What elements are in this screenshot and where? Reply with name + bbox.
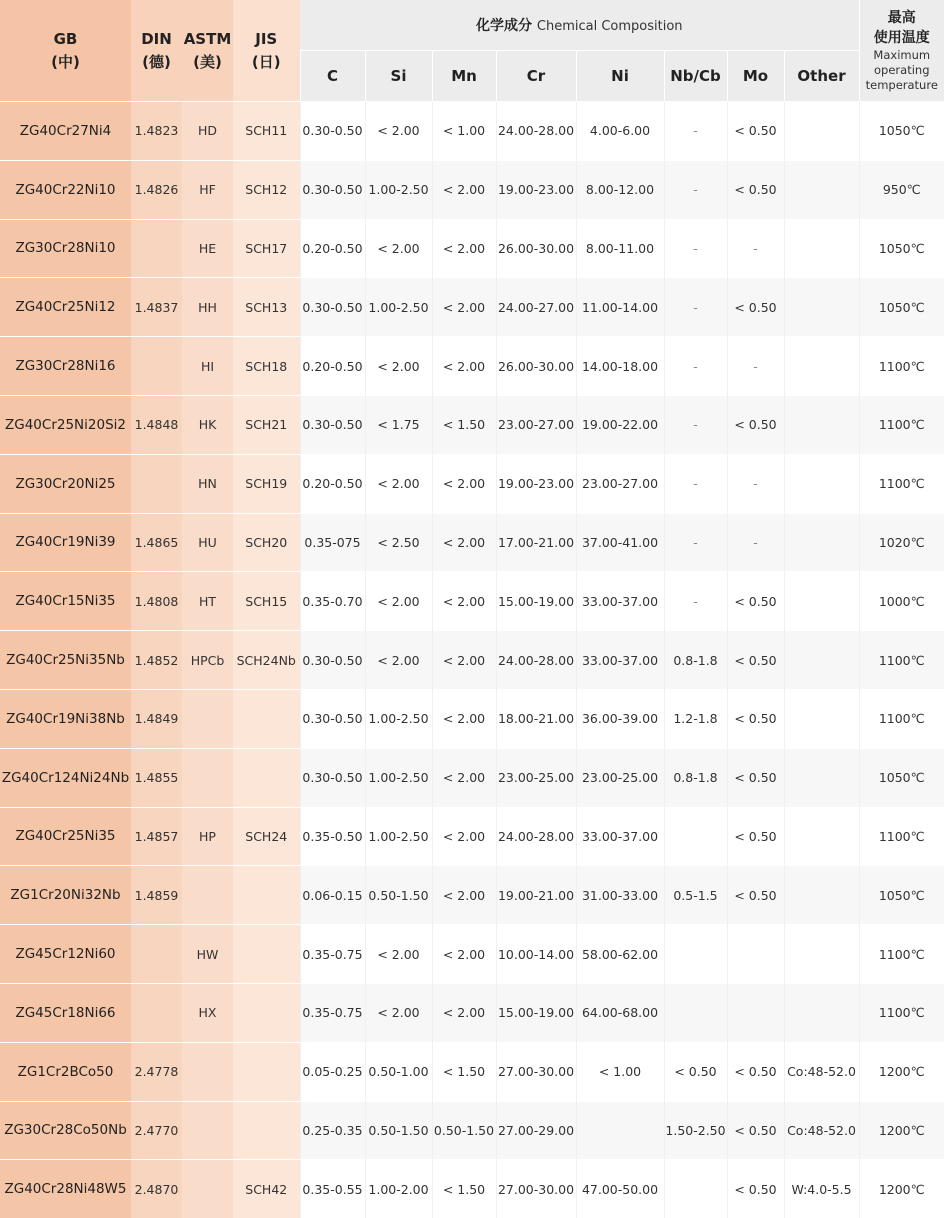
- cell-mo: < 0.50: [727, 631, 784, 690]
- cell-jis: [233, 866, 300, 925]
- cell-temp: 1200℃: [859, 1042, 944, 1101]
- cell-c: 0.30-0.50: [300, 278, 365, 337]
- cell-mo: -: [727, 454, 784, 513]
- cell-ni: 19.00-22.00: [576, 395, 664, 454]
- table-row: [0, 513, 944, 572]
- cell-si: 1.00-2.50: [365, 160, 432, 219]
- cell-gb: ZG40Cr28Ni48W5: [0, 1160, 131, 1218]
- cell-cr: 26.00-30.00: [496, 337, 576, 396]
- cell-ni: 47.00-50.00: [576, 1160, 664, 1218]
- header-element-mn: Mn: [432, 51, 496, 102]
- cell-jis: [233, 1101, 300, 1160]
- cell-c: 0.35-0.75: [300, 925, 365, 984]
- cell-jis: [233, 983, 300, 1042]
- table-row: [0, 337, 944, 396]
- cell-mn: < 2.00: [432, 278, 496, 337]
- cell-jis: [233, 1042, 300, 1101]
- cell-cr: 10.00-14.00: [496, 925, 576, 984]
- cell-ni: < 1.00: [576, 1042, 664, 1101]
- cell-jis: SCH21: [233, 395, 300, 454]
- cell-astm: HU: [182, 513, 233, 572]
- cell-jis: SCH17: [233, 219, 300, 278]
- cell-ni: 37.00-41.00: [576, 513, 664, 572]
- table-row: [0, 748, 944, 807]
- cell-gb: ZG45Cr18Ni66: [0, 983, 131, 1042]
- cell-mn: < 2.00: [432, 337, 496, 396]
- cell-ni: 8.00-12.00: [576, 160, 664, 219]
- cell-cr: 24.00-27.00: [496, 278, 576, 337]
- cell-ni: 31.00-33.00: [576, 866, 664, 925]
- cell-gb: ZG1Cr20Ni32Nb: [0, 866, 131, 925]
- cell-gb: ZG30Cr28Co50Nb: [0, 1101, 131, 1160]
- cell-si: < 2.00: [365, 925, 432, 984]
- cell-mn: < 1.50: [432, 1042, 496, 1101]
- cell-c: 0.25-0.35: [300, 1101, 365, 1160]
- cell-si: < 2.00: [365, 102, 432, 161]
- cell-jis: SCH24Nb: [233, 631, 300, 690]
- header-gb: [0, 0, 131, 102]
- cell-nb: 0.8-1.8: [664, 631, 727, 690]
- cell-nb: -: [664, 395, 727, 454]
- header-element-c: C: [300, 51, 365, 102]
- cell-din: 1.4852: [131, 631, 182, 690]
- cell-si: 1.00-2.50: [365, 807, 432, 866]
- cell-ni: 8.00-11.00: [576, 219, 664, 278]
- cell-temp: 1100℃: [859, 395, 944, 454]
- header-element-ni: Ni: [576, 51, 664, 102]
- cell-nb: -: [664, 102, 727, 161]
- cell-mo: < 0.50: [727, 278, 784, 337]
- cell-mn: < 2.00: [432, 513, 496, 572]
- cell-other: [784, 102, 859, 161]
- cell-mo: [727, 983, 784, 1042]
- cell-cr: 19.00-23.00: [496, 454, 576, 513]
- cell-din: 1.4837: [131, 278, 182, 337]
- cell-mo: < 0.50: [727, 807, 784, 866]
- cell-din: [131, 337, 182, 396]
- cell-ni: 33.00-37.00: [576, 572, 664, 631]
- cell-jis: SCH12: [233, 160, 300, 219]
- cell-gb: ZG40Cr25Ni20Si2: [0, 395, 131, 454]
- table-row: [0, 219, 944, 278]
- cell-temp: 1100℃: [859, 983, 944, 1042]
- cell-nb: -: [664, 337, 727, 396]
- cell-jis: SCH42: [233, 1160, 300, 1218]
- cell-astm: HK: [182, 395, 233, 454]
- header-gb-label: GB: [0, 28, 131, 51]
- cell-cr: 17.00-21.00: [496, 513, 576, 572]
- cell-gb: ZG30Cr28Ni10: [0, 219, 131, 278]
- cell-nb: < 0.50: [664, 1042, 727, 1101]
- cell-c: 0.30-0.50: [300, 395, 365, 454]
- table-row: [0, 1042, 944, 1101]
- cell-si: 0.50-1.50: [365, 866, 432, 925]
- cell-jis: [233, 689, 300, 748]
- cell-temp: 1100℃: [859, 925, 944, 984]
- cell-c: 0.20-0.50: [300, 337, 365, 396]
- table-row: [0, 572, 944, 631]
- cell-temp: 1050℃: [859, 748, 944, 807]
- cell-ni: 4.00-6.00: [576, 102, 664, 161]
- cell-mn: < 2.00: [432, 631, 496, 690]
- table-row: [0, 1160, 944, 1218]
- cell-astm: HD: [182, 102, 233, 161]
- cell-ni: 33.00-37.00: [576, 631, 664, 690]
- cell-nb: -: [664, 513, 727, 572]
- cell-jis: [233, 925, 300, 984]
- cell-ni: 36.00-39.00: [576, 689, 664, 748]
- cell-other: [784, 866, 859, 925]
- cell-din: 2.4770: [131, 1101, 182, 1160]
- cell-cr: 27.00-30.00: [496, 1042, 576, 1101]
- header-din-sub: (德): [131, 51, 182, 74]
- cell-jis: [233, 748, 300, 807]
- header-chem-cn: 化学成分: [476, 18, 532, 34]
- cell-cr: 18.00-21.00: [496, 689, 576, 748]
- cell-c: 0.35-0.55: [300, 1160, 365, 1218]
- cell-cr: 15.00-19.00: [496, 983, 576, 1042]
- table-row: [0, 102, 944, 161]
- cell-nb: -: [664, 454, 727, 513]
- cell-temp: 1100℃: [859, 689, 944, 748]
- cell-cr: 19.00-21.00: [496, 866, 576, 925]
- table-row: [0, 689, 944, 748]
- cell-nb: -: [664, 278, 727, 337]
- cell-mn: < 1.00: [432, 102, 496, 161]
- cell-cr: 23.00-27.00: [496, 395, 576, 454]
- cell-cr: 24.00-28.00: [496, 807, 576, 866]
- cell-gb: ZG40Cr19Ni38Nb: [0, 689, 131, 748]
- cell-gb: ZG40Cr25Ni35: [0, 807, 131, 866]
- cell-mo: < 0.50: [727, 572, 784, 631]
- cell-gb: ZG40Cr19Ni39: [0, 513, 131, 572]
- cell-temp: 1000℃: [859, 572, 944, 631]
- cell-c: 0.35-0.75: [300, 983, 365, 1042]
- header-element-mo: Mo: [727, 51, 784, 102]
- cell-mo: < 0.50: [727, 1101, 784, 1160]
- cell-nb: -: [664, 219, 727, 278]
- header-element-si: Si: [365, 51, 432, 102]
- cell-temp: 1200℃: [859, 1101, 944, 1160]
- cell-mn: < 2.00: [432, 160, 496, 219]
- cell-gb: ZG40Cr15Ni35: [0, 572, 131, 631]
- cell-cr: 27.00-30.00: [496, 1160, 576, 1218]
- cell-other: [784, 395, 859, 454]
- table-row: [0, 160, 944, 219]
- cell-other: [784, 337, 859, 396]
- cell-ni: 23.00-27.00: [576, 454, 664, 513]
- cell-ni: [576, 1101, 664, 1160]
- header-astm: [182, 0, 233, 102]
- header-temp-en-2: operating: [860, 63, 944, 78]
- cell-din: 1.4865: [131, 513, 182, 572]
- header-element-other: Other: [784, 51, 859, 102]
- cell-ni: 23.00-25.00: [576, 748, 664, 807]
- cell-mo: < 0.50: [727, 689, 784, 748]
- cell-astm: HT: [182, 572, 233, 631]
- cell-mn: 0.50-1.50: [432, 1101, 496, 1160]
- header-astm-label: ASTM: [182, 28, 233, 51]
- cell-ni: 14.00-18.00: [576, 337, 664, 396]
- header-temp-en-3: temperature: [860, 78, 944, 93]
- cell-din: 1.4857: [131, 807, 182, 866]
- cell-din: 1.4823: [131, 102, 182, 161]
- table-body: [0, 102, 944, 1218]
- cell-din: 1.4848: [131, 395, 182, 454]
- cell-c: 0.06-0.15: [300, 866, 365, 925]
- cell-jis: SCH24: [233, 807, 300, 866]
- cell-other: [784, 748, 859, 807]
- header-element-cr: Cr: [496, 51, 576, 102]
- cell-temp: 950℃: [859, 160, 944, 219]
- cell-other: W:4.0-5.5: [784, 1160, 859, 1218]
- cell-jis: SCH11: [233, 102, 300, 161]
- cell-gb: ZG40Cr25Ni12: [0, 278, 131, 337]
- cell-jis: SCH19: [233, 454, 300, 513]
- cell-mo: -: [727, 337, 784, 396]
- cell-astm: HX: [182, 983, 233, 1042]
- cell-mo: -: [727, 513, 784, 572]
- cell-jis: SCH15: [233, 572, 300, 631]
- cell-mo: < 0.50: [727, 866, 784, 925]
- cell-si: 0.50-1.00: [365, 1042, 432, 1101]
- cell-other: [784, 454, 859, 513]
- cell-din: [131, 925, 182, 984]
- header-astm-sub: (美): [182, 51, 233, 74]
- cell-c: 0.30-0.50: [300, 689, 365, 748]
- cell-mo: < 0.50: [727, 395, 784, 454]
- cell-other: [784, 807, 859, 866]
- cell-si: 1.00-2.50: [365, 689, 432, 748]
- cell-c: 0.35-0.50: [300, 807, 365, 866]
- cell-nb: [664, 925, 727, 984]
- cell-din: 1.4855: [131, 748, 182, 807]
- cell-temp: 1100℃: [859, 807, 944, 866]
- cell-si: 1.00-2.50: [365, 278, 432, 337]
- cell-din: [131, 983, 182, 1042]
- cell-mn: < 2.00: [432, 572, 496, 631]
- cell-other: [784, 983, 859, 1042]
- cell-other: Co:48-52.0: [784, 1042, 859, 1101]
- cell-c: 0.30-0.50: [300, 160, 365, 219]
- cell-mo: < 0.50: [727, 1042, 784, 1101]
- header-chemical-composition: [300, 0, 859, 51]
- cell-cr: 15.00-19.00: [496, 572, 576, 631]
- cell-din: 1.4859: [131, 866, 182, 925]
- cell-nb: 0.5-1.5: [664, 866, 727, 925]
- cell-si: 1.00-2.00: [365, 1160, 432, 1218]
- header-temp-cn-2: 使用温度: [860, 28, 944, 48]
- cell-din: [131, 219, 182, 278]
- cell-c: 0.05-0.25: [300, 1042, 365, 1101]
- cell-mn: < 1.50: [432, 1160, 496, 1218]
- header-gb-sub: (中): [0, 51, 131, 74]
- cell-mo: -: [727, 219, 784, 278]
- cell-nb: 1.50-2.50: [664, 1101, 727, 1160]
- cell-cr: 23.00-25.00: [496, 748, 576, 807]
- cell-c: 0.35-0.70: [300, 572, 365, 631]
- table-row: [0, 925, 944, 984]
- cell-gb: ZG1Cr2BCo50: [0, 1042, 131, 1101]
- cell-temp: 1050℃: [859, 219, 944, 278]
- cell-din: 1.4849: [131, 689, 182, 748]
- cell-c: 0.35-075: [300, 513, 365, 572]
- cell-gb: ZG40Cr27Ni4: [0, 102, 131, 161]
- cell-mo: < 0.50: [727, 748, 784, 807]
- cell-c: 0.30-0.50: [300, 102, 365, 161]
- cell-c: 0.30-0.50: [300, 631, 365, 690]
- header-temp-cn-1: 最高: [860, 8, 944, 28]
- header-jis-sub: (日): [233, 51, 300, 74]
- table-row: [0, 1101, 944, 1160]
- cell-gb: ZG30Cr28Ni16: [0, 337, 131, 396]
- cell-mn: < 2.00: [432, 219, 496, 278]
- cell-mo: [727, 925, 784, 984]
- cell-other: [784, 160, 859, 219]
- cell-c: 0.30-0.50: [300, 748, 365, 807]
- cell-cr: 24.00-28.00: [496, 631, 576, 690]
- cell-astm: HPCb: [182, 631, 233, 690]
- cell-si: 1.00-2.50: [365, 748, 432, 807]
- cell-mo: < 0.50: [727, 1160, 784, 1218]
- header-max-temperature: [859, 0, 944, 102]
- table-header: [0, 0, 944, 102]
- cell-din: 2.4870: [131, 1160, 182, 1218]
- cell-si: < 2.00: [365, 337, 432, 396]
- table-row: [0, 278, 944, 337]
- cell-astm: HW: [182, 925, 233, 984]
- header-din-label: DIN: [131, 28, 182, 51]
- table-row: [0, 807, 944, 866]
- cell-cr: 26.00-30.00: [496, 219, 576, 278]
- cell-temp: 1050℃: [859, 102, 944, 161]
- cell-nb: -: [664, 160, 727, 219]
- cell-ni: 64.00-68.00: [576, 983, 664, 1042]
- cell-mn: < 2.00: [432, 689, 496, 748]
- cell-other: [784, 631, 859, 690]
- header-element-nb-cb: Nb/Cb: [664, 51, 727, 102]
- cell-gb: ZG40Cr22Ni10: [0, 160, 131, 219]
- cell-astm: HF: [182, 160, 233, 219]
- header-jis: [233, 0, 300, 102]
- cell-si: < 2.00: [365, 572, 432, 631]
- cell-nb: [664, 1160, 727, 1218]
- cell-din: 1.4808: [131, 572, 182, 631]
- cell-astm: [182, 748, 233, 807]
- cell-astm: HP: [182, 807, 233, 866]
- cell-other: [784, 219, 859, 278]
- cell-other: [784, 278, 859, 337]
- cell-astm: HH: [182, 278, 233, 337]
- cell-c: 0.20-0.50: [300, 219, 365, 278]
- cell-mn: < 2.00: [432, 866, 496, 925]
- cell-si: 0.50-1.50: [365, 1101, 432, 1160]
- cell-gb: ZG30Cr20Ni25: [0, 454, 131, 513]
- cell-astm: HN: [182, 454, 233, 513]
- cell-nb: 1.2-1.8: [664, 689, 727, 748]
- cell-other: [784, 689, 859, 748]
- cell-astm: [182, 689, 233, 748]
- header-temp-en-1: Maximum: [860, 48, 944, 63]
- cell-si: < 2.00: [365, 983, 432, 1042]
- cell-nb: 0.8-1.8: [664, 748, 727, 807]
- cell-astm: [182, 1042, 233, 1101]
- header-din: [131, 0, 182, 102]
- cell-cr: 24.00-28.00: [496, 102, 576, 161]
- cell-si: < 2.00: [365, 631, 432, 690]
- cell-nb: -: [664, 572, 727, 631]
- cell-gb: ZG45Cr12Ni60: [0, 925, 131, 984]
- cell-jis: SCH20: [233, 513, 300, 572]
- table-row: [0, 983, 944, 1042]
- cell-din: [131, 454, 182, 513]
- cell-jis: SCH13: [233, 278, 300, 337]
- cell-mn: < 2.00: [432, 748, 496, 807]
- cell-temp: 1100℃: [859, 631, 944, 690]
- cell-other: Co:48-52.0: [784, 1101, 859, 1160]
- cell-astm: HE: [182, 219, 233, 278]
- cell-jis: SCH18: [233, 337, 300, 396]
- cell-temp: 1050℃: [859, 278, 944, 337]
- table-row: [0, 395, 944, 454]
- cell-temp: 1100℃: [859, 337, 944, 396]
- cell-mo: < 0.50: [727, 160, 784, 219]
- cell-astm: [182, 866, 233, 925]
- cell-nb: [664, 983, 727, 1042]
- cell-ni: 33.00-37.00: [576, 807, 664, 866]
- cell-din: 2.4778: [131, 1042, 182, 1101]
- cell-temp: 1050℃: [859, 866, 944, 925]
- cell-temp: 1020℃: [859, 513, 944, 572]
- cell-mn: < 1.50: [432, 395, 496, 454]
- cell-mn: < 2.00: [432, 807, 496, 866]
- cell-astm: HI: [182, 337, 233, 396]
- cell-gb: ZG40Cr124Ni24Nb: [0, 748, 131, 807]
- cell-other: [784, 925, 859, 984]
- table-row: [0, 631, 944, 690]
- cell-cr: 19.00-23.00: [496, 160, 576, 219]
- cell-c: 0.20-0.50: [300, 454, 365, 513]
- cell-si: < 2.00: [365, 454, 432, 513]
- cell-din: 1.4826: [131, 160, 182, 219]
- cell-other: [784, 572, 859, 631]
- cell-nb: [664, 807, 727, 866]
- cell-si: < 1.75: [365, 395, 432, 454]
- cell-mn: < 2.00: [432, 983, 496, 1042]
- header-jis-label: JIS: [233, 28, 300, 51]
- cell-gb: ZG40Cr25Ni35Nb: [0, 631, 131, 690]
- cell-si: < 2.00: [365, 219, 432, 278]
- cell-mo: < 0.50: [727, 102, 784, 161]
- cell-temp: 1100℃: [859, 454, 944, 513]
- cell-mn: < 2.00: [432, 454, 496, 513]
- cell-cr: 27.00-29.00: [496, 1101, 576, 1160]
- cell-temp: 1200℃: [859, 1160, 944, 1218]
- cell-si: < 2.50: [365, 513, 432, 572]
- cell-ni: 11.00-14.00: [576, 278, 664, 337]
- table-row: [0, 454, 944, 513]
- cell-ni: 58.00-62.00: [576, 925, 664, 984]
- table-row: [0, 866, 944, 925]
- cell-astm: [182, 1160, 233, 1218]
- header-chem-en: Chemical Composition: [537, 19, 683, 34]
- cell-mn: < 2.00: [432, 925, 496, 984]
- cell-astm: [182, 1101, 233, 1160]
- cell-other: [784, 513, 859, 572]
